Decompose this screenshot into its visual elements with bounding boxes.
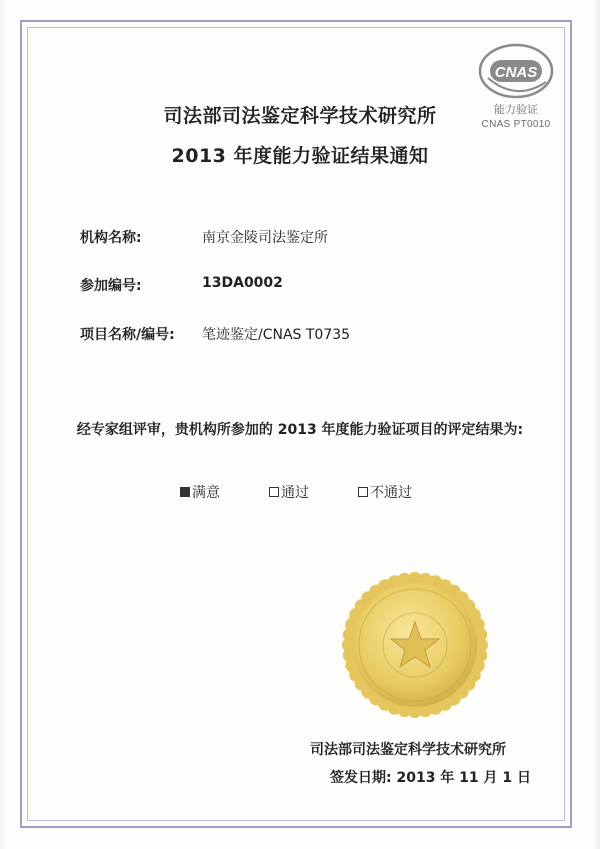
result-option-satisfactory bbox=[180, 482, 220, 502]
notice-title: 2013 年度能力验证结果通知 bbox=[171, 145, 429, 167]
cnas-caption: 能力验证 bbox=[494, 103, 538, 116]
result-option-label: 满意 bbox=[192, 485, 220, 501]
gold-seal-icon bbox=[340, 570, 490, 720]
cnas-logo-icon bbox=[476, 38, 556, 102]
organization-title: 司法部司法鉴定科学技术研究所 bbox=[163, 105, 437, 127]
evaluation-statement: 经专家组评审，贵机构所参加的 2013 年度能力验证项目的评定结果为: bbox=[76, 422, 524, 438]
issue-date: 签发日期: 2013 年 11 月 1 日 bbox=[330, 770, 532, 786]
result-option-pass bbox=[269, 482, 309, 502]
result-option-label: 不通过 bbox=[370, 485, 412, 501]
project-label: 项目名称/编号: bbox=[80, 327, 175, 343]
unchecked-box-icon bbox=[358, 487, 368, 497]
cnas-logo-text: CNAS bbox=[494, 64, 538, 81]
participant-number-label: 参加编号: bbox=[80, 278, 142, 294]
result-option-fail bbox=[358, 482, 412, 502]
unchecked-box-icon bbox=[269, 487, 279, 497]
result-option-label: 通过 bbox=[281, 485, 309, 501]
cnas-code: CNAS PT0010 bbox=[481, 119, 551, 130]
institution-value: 南京金陵司法鉴定所 bbox=[202, 230, 328, 246]
project-value: 笔迹鉴定/CNAS T0735 bbox=[202, 327, 351, 343]
issuer-name: 司法部司法鉴定科学技术研究所 bbox=[310, 742, 506, 758]
participant-number-value: 13DA0002 bbox=[202, 275, 283, 291]
checked-box-icon bbox=[180, 487, 190, 497]
institution-label: 机构名称: bbox=[80, 230, 142, 246]
